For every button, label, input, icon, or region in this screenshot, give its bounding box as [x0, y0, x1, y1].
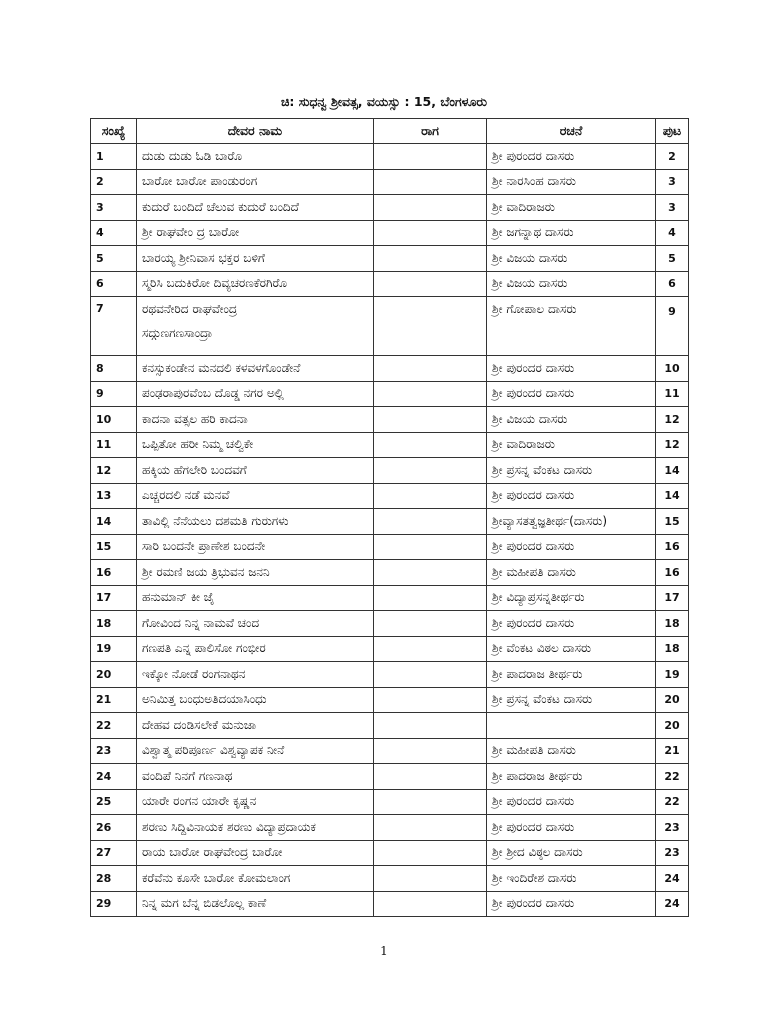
row-number-cell: 11 [91, 432, 137, 458]
raga-cell [374, 220, 487, 246]
row-number-cell: 23 [91, 738, 137, 764]
raga-cell [374, 195, 487, 221]
column-header-number: ಸಂಖ್ಯೆ [91, 119, 137, 144]
page-number-cell: 2 [656, 144, 689, 170]
raga-cell [374, 534, 487, 560]
song-title-cell: ಯಾರೇ ರಂಗನ ಯಾರೇ ಕೃಷ್ಣನ [137, 789, 374, 815]
page-number-cell: 18 [656, 636, 689, 662]
page-number: 1 [380, 944, 388, 958]
page-number-cell: 20 [656, 713, 689, 739]
table-row [91, 381, 689, 407]
page-number-cell: 5 [656, 246, 689, 272]
composer-cell: ಶ್ರೀ ವಿಜಯ ದಾಸರು [487, 407, 656, 433]
raga-cell [374, 271, 487, 297]
page-number-cell: 19 [656, 662, 689, 688]
row-number-cell: 29 [91, 891, 137, 917]
page-number-cell: 3 [656, 169, 689, 195]
table-row [91, 662, 689, 688]
composer-cell: ಶ್ರೀ ಮಹೀಪತಿ ದಾಸರು [487, 738, 656, 764]
row-number-cell: 21 [91, 687, 137, 713]
song-title-cell: ತಾವಿಲ್ಲಿ ನೆನೆಯಲು ದಶಮತಿ ಗುರುಗಳು [137, 509, 374, 535]
composer-cell: ಶ್ರೀ ವಿಜಯ ದಾಸರು [487, 271, 656, 297]
row-number-cell: 24 [91, 764, 137, 790]
song-title-cell: ಕುದುರೆ ಬಂದಿದೆ ಚೆಲುವ ಕುದುರೆ ಬಂದಿದೆ [137, 195, 374, 221]
composer-cell: ಶ್ರೀ ಪ್ರಸನ್ನ ವೆಂಕಟ ದಾಸರು [487, 687, 656, 713]
table-row [91, 738, 689, 764]
row-number-cell: 27 [91, 840, 137, 866]
page-number-cell: 20 [656, 687, 689, 713]
composer-cell: ಶ್ರೀ ವಿದ್ಯಾಪ್ರಸನ್ನತೀರ್ಥರು [487, 585, 656, 611]
raga-cell [374, 297, 487, 356]
row-number-cell: 17 [91, 585, 137, 611]
raga-cell [374, 764, 487, 790]
row-number-cell: 6 [91, 271, 137, 297]
raga-cell [374, 246, 487, 272]
row-number-cell: 4 [91, 220, 137, 246]
composer-cell: ಶ್ರೀವ್ಯಾಸತತ್ವಜ್ಞತೀರ್ಥ(ದಾಸರು) [487, 509, 656, 535]
song-title-cell: ಗೋವಿಂದ ನಿನ್ನ ನಾಮವೆ ಚಂದ [137, 611, 374, 637]
songs-table [90, 118, 689, 917]
raga-cell [374, 144, 487, 170]
row-number-cell: 16 [91, 560, 137, 586]
table-row [91, 534, 689, 560]
raga-cell [374, 891, 487, 917]
table-row [91, 611, 689, 637]
song-title-cell: ಬಾರೋ ಬಾರೋ ಪಾಂಡುರಂಗ [137, 169, 374, 195]
page-title: ಚಿ: ಸುಧನ್ವ ಶ್ರೀವತ್ಸ, ವಯಸ್ಸು : 15, ಬೆಂಗಳೂರು [280, 94, 488, 109]
song-title-cell [137, 297, 374, 356]
composer-cell: ಶ್ರೀ ಪುರಂದರ ದಾಸರು [487, 611, 656, 637]
row-number-cell: 9 [91, 381, 137, 407]
composer-cell: ಶ್ರೀ ವಾದಿರಾಜರು [487, 432, 656, 458]
song-title-cell: ಹಕ್ಕಿಯ ಹೆಗಲೇರಿ ಬಂದವಗೆ [137, 458, 374, 484]
page-number-cell: 21 [656, 738, 689, 764]
row-number-cell: 25 [91, 789, 137, 815]
song-title-cell: ಕಾದನಾ ವತ್ಸಲ ಹರಿ ಕಾದನಾ [137, 407, 374, 433]
table-row [91, 713, 689, 739]
table-row [91, 866, 689, 892]
page-number-cell: 16 [656, 534, 689, 560]
page-number-cell: 14 [656, 483, 689, 509]
row-number-cell: 15 [91, 534, 137, 560]
composer-cell: ಶ್ರೀ ನಾರಸಿಂಹ ದಾಸರು [487, 169, 656, 195]
page-number-cell: 6 [656, 271, 689, 297]
song-title-cell: ಹನುಮಾನ್ ಕೀ ಜೈ [137, 585, 374, 611]
page-number-cell: 3 [656, 195, 689, 221]
page-number-cell: 15 [656, 509, 689, 535]
composer-cell: ಶ್ರೀ ಪುರಂದರ ದಾಸರು [487, 891, 656, 917]
page-number-cell: 22 [656, 789, 689, 815]
page-number-cell: 17 [656, 585, 689, 611]
row-number-cell: 8 [91, 356, 137, 382]
table-row [91, 840, 689, 866]
table-row [91, 585, 689, 611]
raga-cell [374, 432, 487, 458]
row-number-cell: 19 [91, 636, 137, 662]
composer-cell: ಶ್ರೀ ವಾದಿರಾಜರು [487, 195, 656, 221]
row-number-cell: 12 [91, 458, 137, 484]
song-title-cell: ಕನಸ್ಸುಕಂಡೇನ ಮನದಲಿ ಕಳವಳಗೊಂಡೇನೆ [137, 356, 374, 382]
page-number-cell: 23 [656, 815, 689, 841]
song-title-cell: ಶ್ರೀ ರಾಘವೇಂ ದ್ರ ಬಾರೋ [137, 220, 374, 246]
row-number-cell: 13 [91, 483, 137, 509]
composer-cell [487, 713, 656, 739]
table-row [91, 483, 689, 509]
composer-cell: ಶ್ರೀ ಜಗನ್ನಾಥ ದಾಸರು [487, 220, 656, 246]
table-row [91, 271, 689, 297]
song-title-cell: ಶ್ರೀ ರಮಣಿ ಜಯ ತ್ರಿಭುವನ ಜನನಿ [137, 560, 374, 586]
page-number-cell: 24 [656, 891, 689, 917]
row-number-cell: 22 [91, 713, 137, 739]
column-header-raga: ರಾಗ [374, 119, 487, 144]
table-row [91, 458, 689, 484]
row-number-cell: 28 [91, 866, 137, 892]
raga-cell [374, 840, 487, 866]
page-number-cell: 12 [656, 407, 689, 433]
table-row [91, 144, 689, 170]
song-title-cell: ಅನಿಮಿತ್ತ ಬಂಧುಅತಿದಯಾಸಿಂಧು [137, 687, 374, 713]
table-row [91, 432, 689, 458]
composer-cell: ಶ್ರೀ ಪುರಂದರ ದಾಸರು [487, 483, 656, 509]
raga-cell [374, 866, 487, 892]
raga-cell [374, 713, 487, 739]
table-row [91, 764, 689, 790]
raga-cell [374, 407, 487, 433]
composer-cell: ಶ್ರೀ ಪುರಂದರ ದಾಸರು [487, 356, 656, 382]
table-row [91, 169, 689, 195]
composer-cell: ಶ್ರೀ ಗೋಪಾಲ ದಾಸರು [487, 297, 656, 356]
table-row [91, 891, 689, 917]
composer-cell: ಶ್ರೀ ಪುರಂದರ ದಾಸರು [487, 534, 656, 560]
raga-cell [374, 169, 487, 195]
composer-cell: ಶ್ರೀ ಪಾದರಾಜ ತೀರ್ಥರು [487, 662, 656, 688]
composer-cell: ಶ್ರೀ ಇಂದಿರೇಶ ದಾಸರು [487, 866, 656, 892]
song-title-cell: ಸಾರಿ ಬಂದನೇ ಪ್ರಾಣೇಶ ಬಂದನೇ [137, 534, 374, 560]
table-row [91, 560, 689, 586]
row-number-cell: 2 [91, 169, 137, 195]
table-row [91, 246, 689, 272]
column-header-composer: ರಚನೆ [487, 119, 656, 144]
composer-cell: ಶ್ರೀ ಪುರಂದರ ದಾಸರು [487, 789, 656, 815]
song-title-cell: ಗಣಪತಿ ಎನ್ನ ಪಾಲಿಸೋ ಗಂಭೀರ [137, 636, 374, 662]
table-body [91, 144, 689, 917]
song-title-cell: ಒಪ್ಪಿತೋ ಹರೀ ನಿಮ್ಮ ಚಲ್ವಿಕೇ [137, 432, 374, 458]
raga-cell [374, 509, 487, 535]
row-number-cell: 26 [91, 815, 137, 841]
song-title-cell: ಸ್ಮರಿಸಿ ಬದುಕಿರೋ ದಿವ್ಯಚರಣಕೆರಗಿರೊ [137, 271, 374, 297]
table-row [91, 636, 689, 662]
composer-cell: ಶ್ರೀ ಪುರಂದರ ದಾಸರು [487, 144, 656, 170]
table-row [91, 356, 689, 382]
row-number-cell: 18 [91, 611, 137, 637]
composer-cell: ಶ್ರೀ ಶ್ರೀದ ವಿಠ್ಠಲ ದಾಸರು [487, 840, 656, 866]
page-number-cell: 14 [656, 458, 689, 484]
page-number-cell: 22 [656, 764, 689, 790]
raga-cell [374, 636, 487, 662]
table-row [91, 220, 689, 246]
composer-cell: ಶ್ರೀ ಪುರಂದರ ದಾಸರು [487, 381, 656, 407]
raga-cell [374, 356, 487, 382]
column-header-page: ಪುಟ [656, 119, 689, 144]
row-number-cell: 7 [91, 297, 137, 356]
raga-cell [374, 458, 487, 484]
raga-cell [374, 789, 487, 815]
composer-cell: ಶ್ರೀ ಮಹೀಪತಿ ದಾಸರು [487, 560, 656, 586]
page-number-cell: 18 [656, 611, 689, 637]
song-title-cell: ರಾಯ ಬಾರೋ ರಾಘವೇಂದ್ರ ಬಾರೋ [137, 840, 374, 866]
composer-cell: ಶ್ರೀ ವೆಂಕಟ ವಿಠಲ ದಾಸರು [487, 636, 656, 662]
composer-cell: ಶ್ರೀ ಪ್ರಸನ್ನ ವೆಂಕಟ ದಾಸರು [487, 458, 656, 484]
table-row [91, 687, 689, 713]
raga-cell [374, 687, 487, 713]
song-title-cell: ಕರೆವೆನು ಕೂಸೇ ಬಾರೋ ಕೋಮಲಾಂಗ [137, 866, 374, 892]
row-number-cell: 10 [91, 407, 137, 433]
raga-cell [374, 815, 487, 841]
row-number-cell: 20 [91, 662, 137, 688]
raga-cell [374, 611, 487, 637]
page-number-cell: 11 [656, 381, 689, 407]
song-title-cell: ಬಾರಯ್ಯ ಶ್ರೀನಿವಾಸ ಭಕ್ತರ ಬಳಿಗೆ [137, 246, 374, 272]
song-title-cell: ಶರಣು ಸಿದ್ದಿವಿನಾಯಕ ಶರಣು ವಿದ್ಯಾಪ್ರದಾಯಕ [137, 815, 374, 841]
page-number-cell: 24 [656, 866, 689, 892]
raga-cell [374, 662, 487, 688]
page-number-cell: 9 [656, 297, 689, 356]
page-number-cell: 23 [656, 840, 689, 866]
song-title-cell: ನಿನ್ನ ಮಗ ಬೆನ್ನ ಬಿಡಲೊಲ್ಲ ಕಾಣೆ [137, 891, 374, 917]
composer-cell: ಶ್ರೀ ಪುರಂದರ ದಾಸರು [487, 815, 656, 841]
page-number-cell: 16 [656, 560, 689, 586]
table-header-row [91, 119, 689, 144]
page-number-cell: 10 [656, 356, 689, 382]
table-row [91, 407, 689, 433]
song-title-cell: ದೇಹವ ದಂಡಿಸಲೇಕೆ ಮನುಜಾ [137, 713, 374, 739]
table-row [91, 815, 689, 841]
song-title-line-2: ಸದ್ಗುಣಗಣಸಾಂದ್ರಾ [142, 326, 213, 340]
song-title-cell: ಎಚ್ಚರದಲಿ ನಡೆ ಮನವೆ [137, 483, 374, 509]
raga-cell [374, 381, 487, 407]
column-header-song-title: ದೇವರ ನಾಮ [137, 119, 374, 144]
table-row [91, 195, 689, 221]
row-number-cell: 1 [91, 144, 137, 170]
table-row [91, 297, 689, 356]
page-number-cell: 12 [656, 432, 689, 458]
raga-cell [374, 560, 487, 586]
song-title-cell: ಪಂಢರಾಪುರವೆಂಬ ದೊಡ್ಡ ನಗರ ಅಲ್ಲಿ [137, 381, 374, 407]
row-number-cell: 3 [91, 195, 137, 221]
song-title-cell: ದುಡು ದುಡು ಓಡಿ ಬಾರೊ [137, 144, 374, 170]
raga-cell [374, 738, 487, 764]
song-title-cell: ಇಕ್ಕೋ ನೋಡೆ ರಂಗನಾಥನ [137, 662, 374, 688]
table-row [91, 509, 689, 535]
song-title-cell: ವಿಶ್ವಾತ್ಮ ಪರಿಪೂರ್ಣ ವಿಶ್ವವ್ಯಾಪಕ ನೀನೆ [137, 738, 374, 764]
composer-cell: ಶ್ರೀ ಪಾದರಾಜ ತೀರ್ಥರು [487, 764, 656, 790]
table-row [91, 789, 689, 815]
row-number-cell: 14 [91, 509, 137, 535]
page-number-cell: 4 [656, 220, 689, 246]
raga-cell [374, 483, 487, 509]
song-title-cell: ವಂದಿಪೆ ನಿನಗೆ ಗಣನಾಥ [137, 764, 374, 790]
song-title-line-1: ರಥವನೇರಿದ ರಾಘವೇಂದ್ರ [142, 302, 238, 316]
raga-cell [374, 585, 487, 611]
composer-cell: ಶ್ರೀ ವಿಜಯ ದಾಸರು [487, 246, 656, 272]
row-number-cell: 5 [91, 246, 137, 272]
